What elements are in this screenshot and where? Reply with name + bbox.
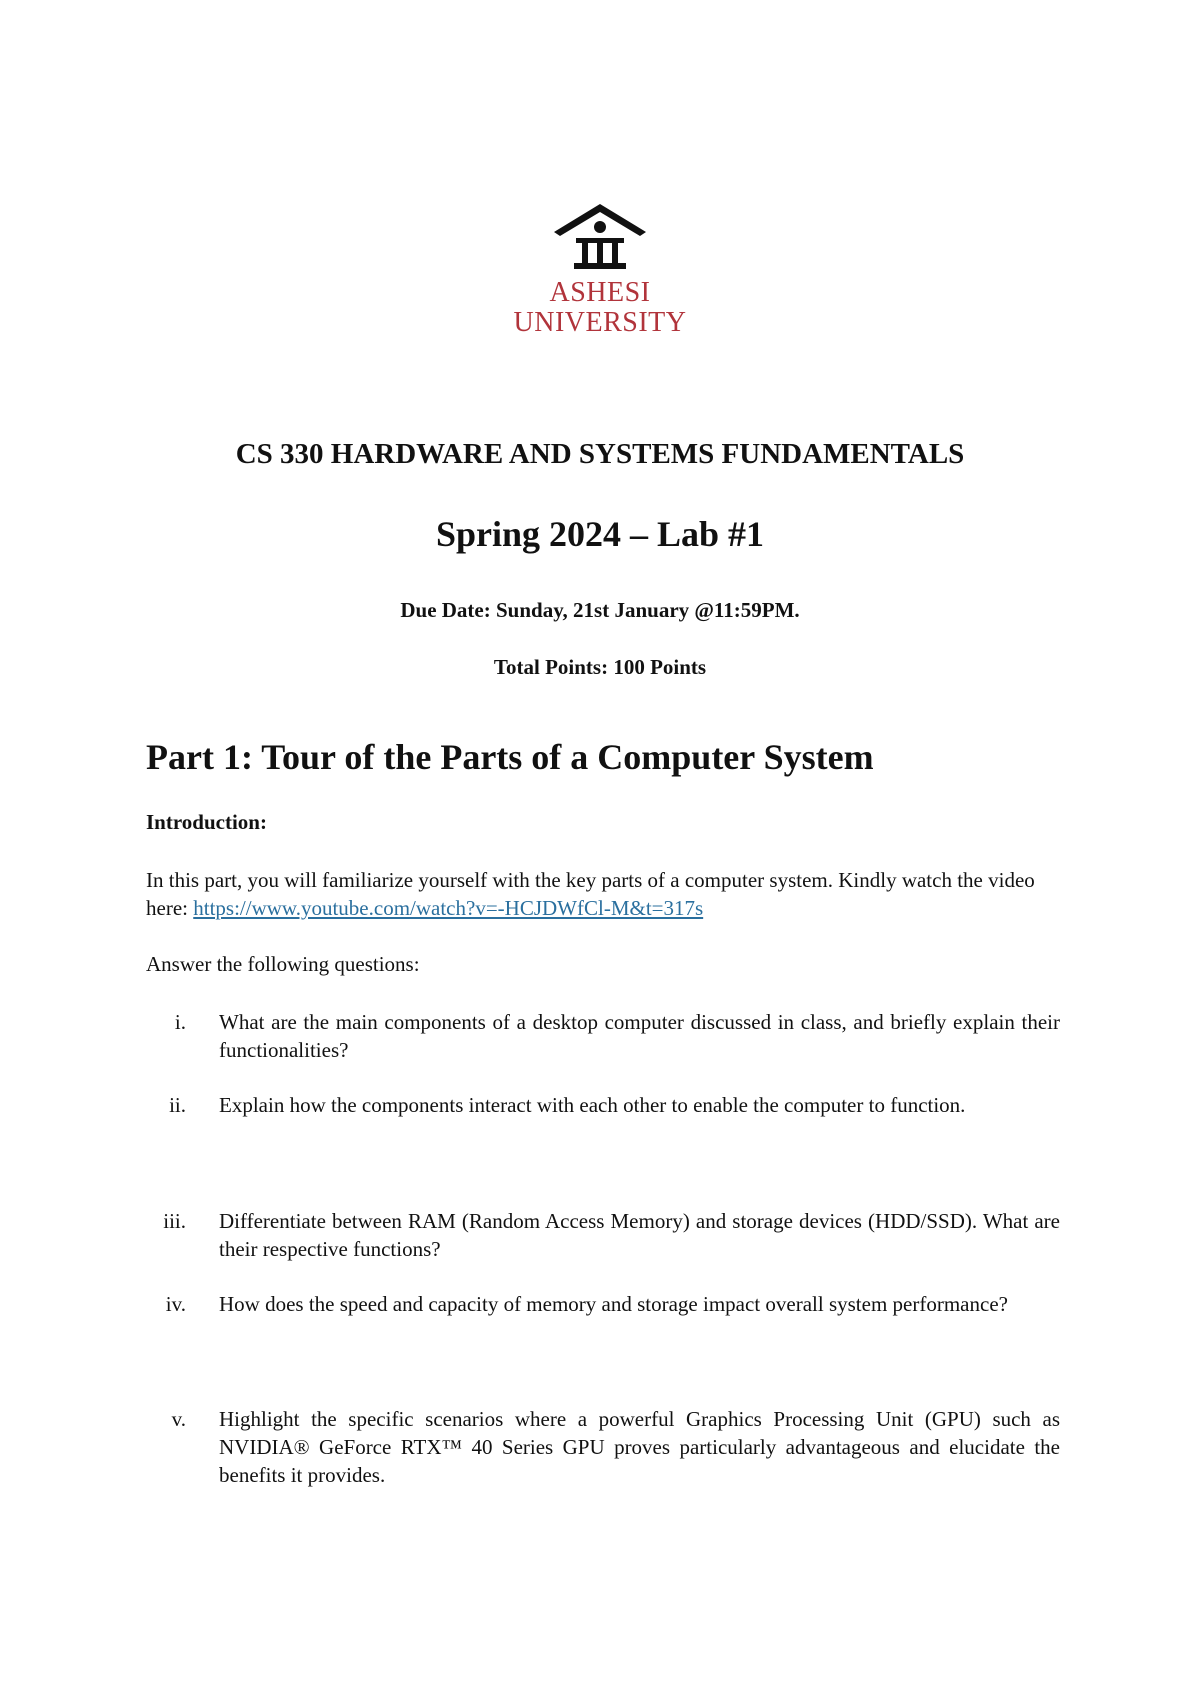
- introduction-label: Introduction:: [146, 810, 267, 834]
- question-text: What are the main components of a desktop computer discussed in class, and briefly explain their functionalities?: [219, 1010, 1060, 1062]
- answer-prompt: Answer the following questions:: [146, 952, 420, 976]
- question-number: iv.: [165, 1292, 186, 1316]
- course-title: CS 330 HARDWARE AND SYSTEMS FUNDAMENTALS: [235, 438, 965, 470]
- question-number: iii.: [163, 1209, 186, 1233]
- video-link[interactable]: https://www.youtube.com/watch?v=-HCJDWfCl-M&t=317s: [193, 896, 704, 920]
- question-number: i.: [174, 1010, 186, 1034]
- logo-text-university: UNIVERSITY: [513, 307, 687, 338]
- total-points: Total Points: 100 Points: [493, 655, 707, 679]
- part-1-heading: Part 1: Tour of the Parts of a Computer System: [146, 737, 874, 777]
- question-text: Explain how the components interact with each other to enable the computer to function.: [219, 1093, 966, 1117]
- ashesi-emblem-icon: [550, 200, 650, 276]
- question-number: v.: [171, 1407, 186, 1431]
- due-date: Due Date: Sunday, 21st January @11:59PM.: [400, 598, 800, 622]
- introduction-paragraph: [146, 866, 1060, 922]
- lab-title: Spring 2024 – Lab #1: [435, 514, 765, 554]
- introduction-text: In this part, you will familiarize yourself with the key parts of a computer system. Kindly watch the video here:: [146, 868, 1035, 920]
- question-number: ii.: [169, 1093, 186, 1117]
- logo-text-ashesi: ASHESI: [549, 277, 651, 308]
- question-text: How does the speed and capacity of memory and storage impact overall system performance?: [219, 1292, 1008, 1316]
- question-text: Highlight the specific scenarios where a powerful Graphics Processing Unit (GPU) such as NVIDIA® GeForce RTX™ 40 Series GPU proves particularly advantageous and elucidate the benefits it provides.: [219, 1407, 1060, 1487]
- question-text: Differentiate between RAM (Random Access Memory) and storage devices (HDD/SSD). What are their respective functions?: [219, 1209, 1060, 1261]
- university-logo: [0, 200, 1200, 338]
